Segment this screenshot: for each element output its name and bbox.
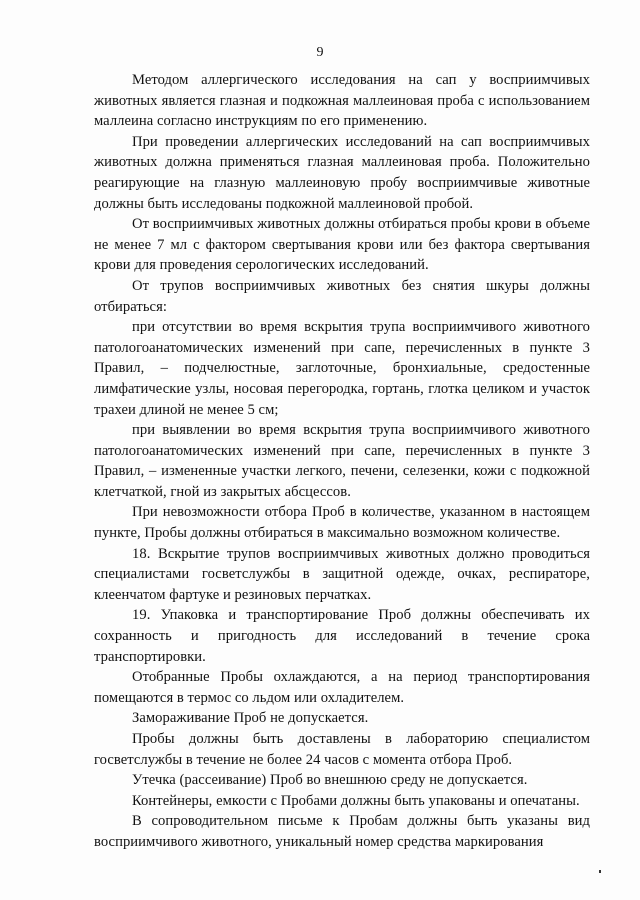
paragraph-carcass-samples-intro: От трупов восприимчивых животных без снятия шкуры должны отбираться:	[94, 277, 590, 315]
paragraph-cooling: Отобранные Пробы охлаждаются, а на период транспортирования помещаются в термос со льдом или охладителем.	[94, 669, 590, 706]
paragraph-blood-samples: От восприимчивых животных должны отбираться пробы крови в объеме не менее 7 мл с фактором свертывания крови или без фактора свертывания крови для проведения серологических исследований.	[94, 216, 590, 274]
paragraph-malleus-method: Методом аллергического исследования на сап у восприимчивых животных является глазная и подкожная маллеиновая проба с использованием маллеина согласно инструкциям по его применению.	[94, 72, 590, 130]
paragraph-containers: Контейнеры, емкости с Пробами должны быть упакованы и опечатаны.	[132, 792, 580, 809]
paragraph-no-changes-samples: при отсутствии во время вскрытия трупа восприимчивого животного патологоанатомических изменений при сапе, перечисленных в пункте 3 Правил, – подчелюстные, заглоточные, бронхиальные, средостенные лимфатические узлы, носовая перегородка, гортань, глотка целиком и участок трахеи длиной не менее 5 см;	[94, 319, 590, 418]
paragraph-cover-letter: В сопроводительном письме к Пробам должны быть указаны вид восприимчивого животного, уникальный номер средства маркирования	[94, 813, 590, 850]
document-body	[94, 70, 590, 853]
paragraph-changes-samples: при выявлении во время вскрытия трупа восприимчивого животного патологоанатомических изменений при сапе, перечисленных в пункте 3 Правил, – измененные участки легкого, печени, селезенки, кожи с подкожной клетчаткой, гной из закрытых абсцессов.	[94, 422, 590, 500]
paragraph-max-quantity: При невозможности отбора Проб в количестве, указанном в настоящем пункте, Пробы должны отбираться в максимально возможном количестве.	[94, 504, 590, 542]
paragraph-item-18: 18. Вскрытие трупов восприимчивых животных должно проводиться специалистами госветслужбы в защитной одежде, очках, респираторе, клеенчатом фартуке и резиновых перчатках.	[94, 545, 590, 603]
page-number: 9	[316, 45, 324, 60]
paragraph-no-leakage: Утечка (рассеивание) Проб во внешнюю среду не допускается.	[132, 772, 528, 789]
paragraph-item-19: 19. Упаковка и транспортирование Проб должны обеспечивать их сохранность и пригодность для исследований в течение срока транспортировки.	[94, 607, 590, 665]
paragraph-eye-malleus-test: При проведении аллергических исследований на сап восприимчивых животных должна применяться глазная маллеиновая проба. Положительно реагирующие на глазную маллеиновую пробу восприимчивые животные должны быть исследованы подкожной маллеиновой пробой.	[94, 133, 590, 212]
scan-speck	[599, 870, 601, 873]
paragraph-delivery: Пробы должны быть доставлены в лабораторию специалистом госветслужбы в течение не более 24 часов с момента отбора Проб.	[94, 731, 590, 768]
paragraph-no-freezing: Замораживание Проб не допускается.	[132, 710, 369, 727]
